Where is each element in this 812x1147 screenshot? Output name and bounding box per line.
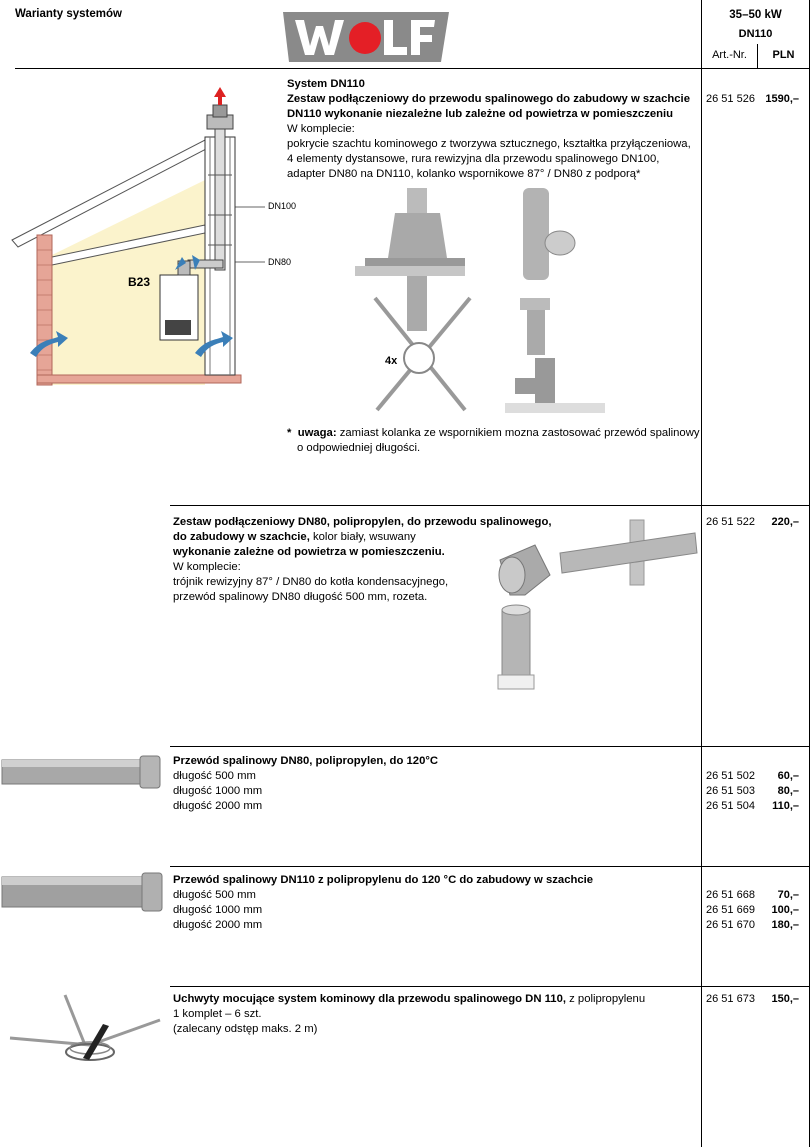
note-text: zamiast kolanka ze wspornikiem mozna zastosować przewód spalinowy — [339, 427, 700, 439]
col-header-price: PLN — [772, 49, 795, 61]
item5-title-rest: z polipropylenu — [566, 993, 646, 1005]
item3-row-2-art: 26 51 503 — [706, 785, 755, 797]
item3-description — [173, 754, 438, 814]
item3-row-1-art: 26 51 502 — [706, 770, 755, 782]
item3-row-1-label: długość 500 mm — [173, 770, 256, 782]
item5-bracket-image — [5, 990, 165, 1070]
rule-3 — [170, 746, 810, 747]
col-header-art: Art.-Nr. — [712, 49, 747, 61]
item4-row-1-art: 26 51 668 — [706, 889, 755, 901]
item1-description — [287, 77, 691, 182]
item2-price: 220,– — [771, 516, 799, 528]
item2-line-2: trójnik rewizyjny 87° / DN80 do kotła kondensacyjnego, — [173, 576, 449, 588]
item4-title: Przewód spalinowy DN110 z polipropylenu do 120 °C do zabudowy w szachcie — [173, 874, 594, 886]
note-text-2: o odpowiedniej długości. — [297, 442, 421, 454]
item4-row-2-label: długość 1000 mm — [173, 904, 263, 916]
note-star: * — [287, 427, 292, 439]
item1-line-4: adapter DN80 na DN110, kolanko wspornikowe 87° / DN80 z podporą* — [287, 168, 641, 180]
right-border — [809, 0, 810, 1147]
item1-price: 1590,– — [765, 93, 799, 105]
item2-bold-2: do zabudowy w szachcie, — [173, 531, 310, 543]
label-4x: 4x — [385, 355, 398, 367]
item3-row-3-label: długość 2000 mm — [173, 800, 263, 812]
item1-line-3: 4 elementy dystansowe, rura rewizyjna dla przewodu spalinowego DN100, — [287, 153, 660, 165]
item4-row-3-price: 180,– — [771, 919, 799, 931]
dn-label: DN110 — [738, 28, 773, 40]
item4-row-2-art: 26 51 669 — [706, 904, 755, 916]
item1-title: System DN110 — [287, 78, 365, 90]
item2-line-1: W komplecie: — [173, 561, 241, 573]
wolf-logo — [283, 12, 449, 62]
item4-pipe-image — [0, 870, 165, 914]
item5-title-bold: Uchwyty mocujące system kominowy dla przewodu spalinowego DN 110, — [173, 993, 566, 1005]
label-dn80: DN80 — [268, 257, 292, 267]
item3-row-2-price: 80,– — [777, 785, 799, 797]
item2-bold-3: wykonanie zależne od powietrza w pomieszczeniu. — [173, 546, 445, 558]
item1-note — [287, 426, 700, 456]
item4-row-3-art: 26 51 670 — [706, 919, 755, 931]
item1-parts-photo — [355, 188, 610, 418]
item1-bold-2: DN110 wykonanie niezależne lub zależne od powietrza w pomieszczeniu — [287, 108, 674, 120]
item4-row-3-label: długość 2000 mm — [173, 919, 263, 931]
item2-photo — [490, 515, 700, 695]
rule-2 — [170, 505, 810, 506]
house-diagram — [10, 85, 300, 390]
item2-rest-2: kolor biały, wsuwany — [309, 531, 416, 543]
item3-title: Przewód spalinowy DN80, polipropylen, do 120°C — [173, 755, 439, 767]
rule-4 — [170, 866, 810, 867]
col-divider-art — [701, 0, 702, 1147]
item1-line-2: pokrycie szachtu kominowego z tworzywa sztucznego, kształtka przyłączeniowa, — [287, 138, 691, 150]
item3-row-1-price: 60,– — [777, 770, 799, 782]
power-range: 35–50 kW — [729, 9, 782, 21]
item4-row-1-label: długość 500 mm — [173, 889, 256, 901]
item3-pipe-image — [0, 752, 165, 792]
section-title: Warianty systemów — [15, 8, 122, 20]
item3-row-3-art: 26 51 504 — [706, 800, 755, 812]
item5-line-1: 1 komplet – 6 szt. — [173, 1008, 262, 1020]
item1-line-1: W komplecie: — [287, 123, 355, 135]
item3-row-3-price: 110,– — [772, 800, 799, 812]
item3-row-2-label: długość 1000 mm — [173, 785, 263, 797]
note-bold: uwaga: — [297, 427, 337, 439]
item5-line-2: (zalecany odstęp maks. 2 m) — [173, 1023, 318, 1035]
item4-description — [173, 873, 593, 933]
item5-art: 26 51 673 — [706, 993, 755, 1005]
item4-row-1-price: 70,– — [777, 889, 799, 901]
item2-line-3: przewód spalinowy DN80 długość 500 mm, rozeta. — [173, 591, 428, 603]
item5-description — [173, 992, 645, 1037]
rule-5 — [170, 986, 810, 987]
label-b23: B23 — [128, 275, 151, 289]
header-rule — [15, 68, 810, 69]
label-dn100: DN100 — [268, 201, 297, 211]
item2-art: 26 51 522 — [706, 516, 755, 528]
item1-bold-1: Zestaw podłączeniowy do przewodu spalinowego do zabudowy w szachcie — [287, 93, 690, 105]
item1-art: 26 51 526 — [706, 93, 755, 105]
item4-row-2-price: 100,– — [771, 904, 799, 916]
item5-price: 150,– — [771, 993, 799, 1005]
item2-bold-1: Zestaw podłączeniowy DN80, polipropylen, do przewodu spalinowego, — [173, 516, 552, 528]
